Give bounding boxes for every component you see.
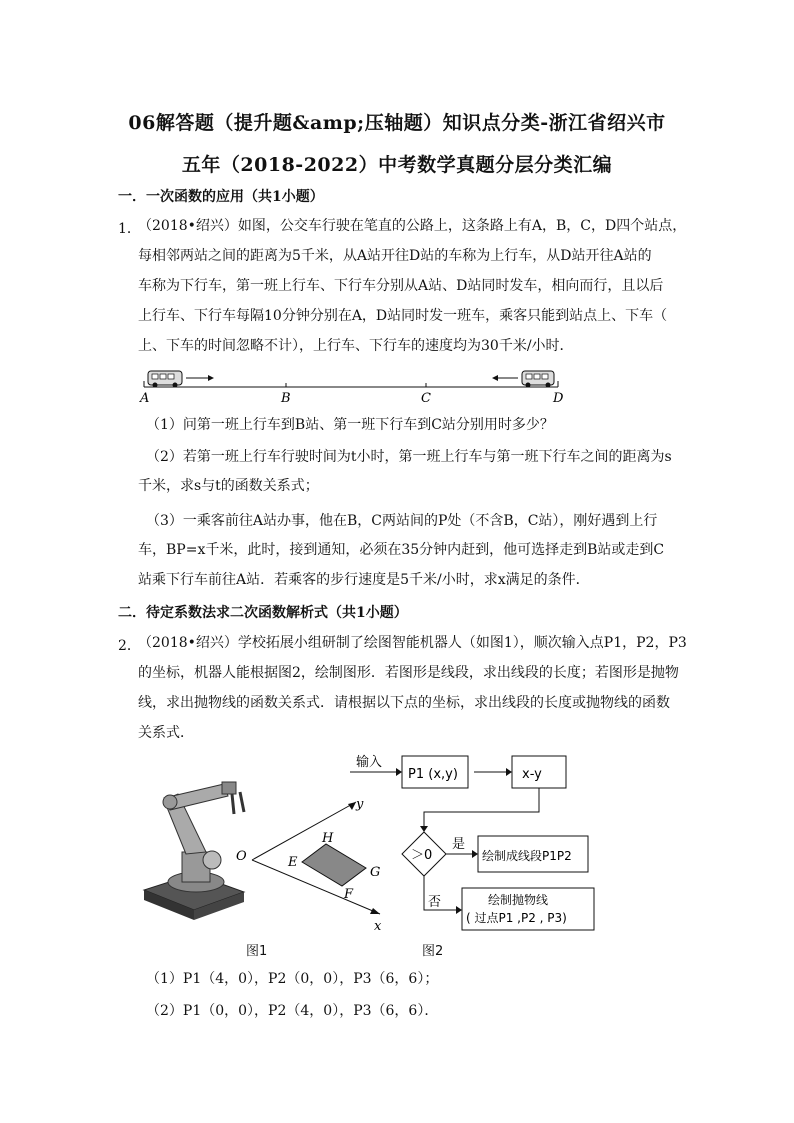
q1-part-3: （3）一乘客前往A站办事，他在B，C两站间的P处（不含B，C站），刚好遇到上行 (146, 513, 658, 529)
axis-x-label: x (374, 919, 382, 934)
q1-line: 站乘下行车前往A站．若乘客的步行速度是5千米/小时，求x满足的条件． (138, 572, 590, 588)
axis-y-label: y (356, 797, 364, 812)
figure-1-caption: 图1 (246, 944, 268, 959)
page-title-line1: 06解答题（提升题&amp;压轴题）知识点分类-浙江省绍兴市 (128, 112, 666, 134)
no-box-text-2: ( 过点P1 ,P2 , P3) (466, 911, 567, 925)
question-2-text (138, 628, 698, 748)
q1-part-2: （2）若第一班上行车行驶时间为t小时，第一班上行车与第一班下行车之间的距离为s (146, 449, 672, 465)
robot-arm-icon (144, 782, 244, 920)
q2-line: 线，求出抛物线的函数关系式．请根据以下点的坐标，求出线段的长度或抛物线的函数 (138, 695, 670, 711)
q1-line: 上行车、下行车每隔10分钟分别在A，D站同时发一班车，乘客只能到站点上、下车（ (138, 308, 668, 324)
q2-line: 的坐标，机器人能根据图2，绘制图形．若图形是线段，求出线段的长度；若图形是抛物 (138, 665, 679, 681)
bus-icon-right (522, 371, 554, 388)
subtract-box-text: x-y (522, 767, 542, 782)
point-f-label: F (344, 887, 354, 902)
q1-line: 每相邻两站之间的距离为5千米，从A站开往D站的车称为上行车，从D站开往A站的 (138, 248, 652, 264)
page-title-line2: 五年（2018-2022）中考数学真题分层分类汇编 (181, 154, 613, 176)
origin-label: O (236, 849, 247, 864)
yes-box-text: 绘制成线段P1P2 (482, 849, 572, 863)
no-box-text-1: 绘制抛物线 (488, 893, 549, 907)
point-g-label: G (370, 865, 381, 880)
bus-icon-left (148, 371, 182, 388)
question-2-number: 2． (118, 638, 141, 654)
q1-part-1: （1）问第一班上行车到B站、第一班下行车到C站分别用时多少？ (146, 417, 554, 433)
q1-part-2-cont: 千米，求s与t的函数关系式； (138, 478, 319, 494)
section-2-heading: 二．待定系数法求二次函数解析式（共1小题） (118, 605, 408, 621)
figure-2-flowchart (350, 748, 600, 938)
section-1-heading: 一．一次函数的应用（共1小题） (118, 189, 324, 205)
station-a-label: A (140, 391, 150, 406)
figure-2-caption: 图2 (422, 944, 444, 959)
arrow-right-icon (186, 375, 214, 381)
q2-part-2: （2）P1（0，0），P2（4，0），P3（6，6）． (146, 1003, 439, 1019)
yes-label: 是 (452, 837, 466, 852)
input-label: 输入 (356, 755, 383, 770)
station-d-label: D (553, 391, 564, 406)
station-c-label: C (421, 391, 431, 406)
q2-line: （2018•绍兴）学校拓展小组研制了绘图智能机器人（如图1），顺次输入点P1，P2，P3 (138, 635, 687, 651)
q1-part-3-cont (138, 535, 698, 595)
q2-part-1: （1）P1（4，0），P2（0，0），P3（6，6）； (146, 971, 439, 987)
no-label: 否 (428, 895, 442, 910)
q1-line: 车称为下行车，第一班上行车、下行车分别从A站、D站同时发车，相向而行，且以后 (138, 278, 664, 294)
q1-line: 上、下车的时间忽略不计），上行车、下行车的速度均为30千米/小时． (138, 338, 574, 354)
q2-line: 关系式． (138, 725, 194, 741)
road-diagram (136, 364, 566, 406)
station-b-label: B (281, 391, 291, 406)
input-box-text: P1 (x,y) (408, 767, 458, 782)
question-1-number: 1． (118, 221, 141, 237)
q1-line: （2018•绍兴）如图，公交车行驶在笔直的公路上，这条路上有A，B，C，D四个站点， (138, 218, 687, 234)
point-e-label: E (288, 855, 298, 870)
decision-text: ＞0 (411, 848, 433, 863)
question-1-text (138, 211, 698, 361)
arrow-left-icon (492, 375, 518, 381)
q1-line: 车，BP=x千米，此时，接到通知，必须在35分钟内赶到，他可选择走到B站或走到C (138, 542, 665, 558)
point-h-label: H (322, 831, 334, 846)
